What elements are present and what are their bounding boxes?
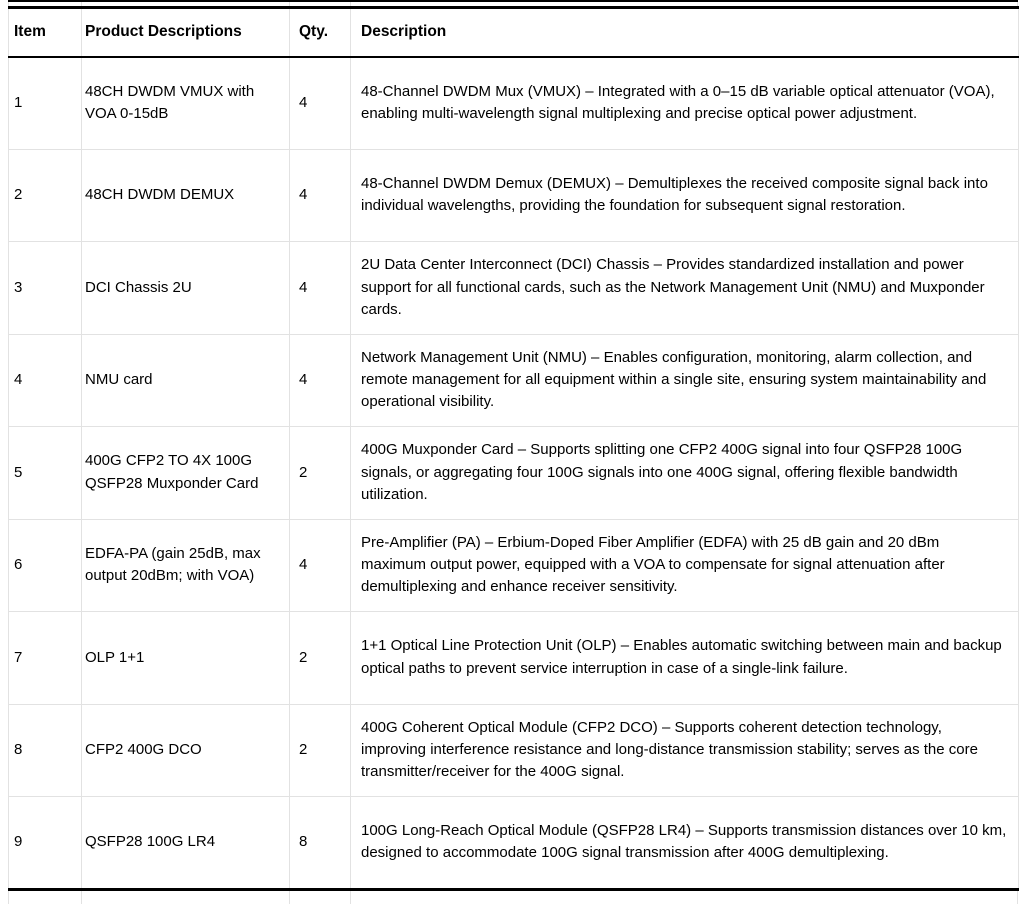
cell-qty: 2 [290,704,351,797]
grid-line [350,891,351,904]
grid-line [8,891,9,904]
table-row [9,704,1019,797]
cell-qty: 4 [290,242,351,335]
table-body [9,57,1019,890]
cell-item: 8 [9,704,82,797]
cell-description: 400G Coherent Optical Module (CFP2 DCO) – Supports coherent detection technology, improving interference resistance and long-distance transmission stability; serves as the core transmitter/receiver for the 400G signal. [351,704,1019,797]
cell-qty: 4 [290,334,351,427]
column-header-description: Description [351,8,1019,57]
cell-qty: 8 [290,797,351,890]
cell-product: EDFA-PA (gain 25dB, max output 20dBm; with VOA) [82,519,290,612]
table-row [9,57,1019,150]
cell-qty: 4 [290,519,351,612]
cell-product: NMU card [82,334,290,427]
cell-product: 48CH DWDM DEMUX [82,149,290,242]
cell-qty: 4 [290,149,351,242]
grid-line [81,891,82,904]
cell-item: 4 [9,334,82,427]
table-row [9,242,1019,335]
cell-description: 1+1 Optical Line Protection Unit (OLP) – Enables automatic switching between main and backup optical paths to prevent service interruption in case of a single-link failure. [351,612,1019,705]
cell-product: CFP2 400G DCO [82,704,290,797]
cell-item: 9 [9,797,82,890]
cell-qty: 4 [290,57,351,150]
column-header-product: Product Descriptions [82,8,290,57]
table-row [9,427,1019,520]
grid-line [1017,891,1018,904]
column-header-item: Item [9,8,82,57]
cell-description: 2U Data Center Interconnect (DCI) Chassis – Provides standardized installation and power support for all functional cards, such as the Network Management Unit (NMU) and Muxponder cards. [351,242,1019,335]
cell-description: 48-Channel DWDM Demux (DEMUX) – Demultiplexes the received composite signal back into individual wavelengths, providing the foundation for subsequent signal restoration. [351,149,1019,242]
grid-line [81,2,82,6]
table-row [9,519,1019,612]
table-row [9,149,1019,242]
table-header-row [9,8,1019,57]
grid-line [8,2,9,6]
cell-item: 1 [9,57,82,150]
cell-item: 2 [9,149,82,242]
cell-product: OLP 1+1 [82,612,290,705]
cell-description: 400G Muxponder Card – Supports splitting one CFP2 400G signal into four QSFP28 100G signals, or aggregating four 100G signals into one 400G signal, offering flexible bandwidth utilization. [351,427,1019,520]
cell-qty: 2 [290,427,351,520]
table-row [9,334,1019,427]
grid-line [1017,2,1018,6]
grid-line [289,891,290,904]
cell-item: 3 [9,242,82,335]
clipped-row-bottom [8,891,1018,904]
cell-description: 48-Channel DWDM Mux (VMUX) – Integrated with a 0–15 dB variable optical attenuator (VOA), enabling multi-wavelength signal multiplexing and precise optical power adjustment. [351,57,1019,150]
cell-item: 5 [9,427,82,520]
table-row [9,612,1019,705]
clipped-row-top [8,0,1018,6]
grid-line [289,2,290,6]
table-row [9,797,1019,890]
grid-line [350,2,351,6]
cell-product: DCI Chassis 2U [82,242,290,335]
cell-product: QSFP28 100G LR4 [82,797,290,890]
cell-description: Pre-Amplifier (PA) – Erbium-Doped Fiber Amplifier (EDFA) with 25 dB gain and 20 dBm maximum output power, equipped with a VOA to compensate for signal attenuation after demultiplexing and enhance receiver sensitivity. [351,519,1019,612]
column-header-qty: Qty. [290,8,351,57]
cell-description: 100G Long-Reach Optical Module (QSFP28 LR4) – Supports transmission distances over 10 km, designed to accommodate 100G signal transmission after 400G demultiplexing. [351,797,1019,890]
cell-qty: 2 [290,612,351,705]
products-table [8,6,1019,891]
cell-description: Network Management Unit (NMU) – Enables configuration, monitoring, alarm collection, and remote management for all equipment within a single site, ensuring system maintainability and operational visibility. [351,334,1019,427]
cell-product: 400G CFP2 TO 4X 100G QSFP28 Muxponder Card [82,427,290,520]
cell-item: 6 [9,519,82,612]
cell-item: 7 [9,612,82,705]
cell-product: 48CH DWDM VMUX with VOA 0-15dB [82,57,290,150]
